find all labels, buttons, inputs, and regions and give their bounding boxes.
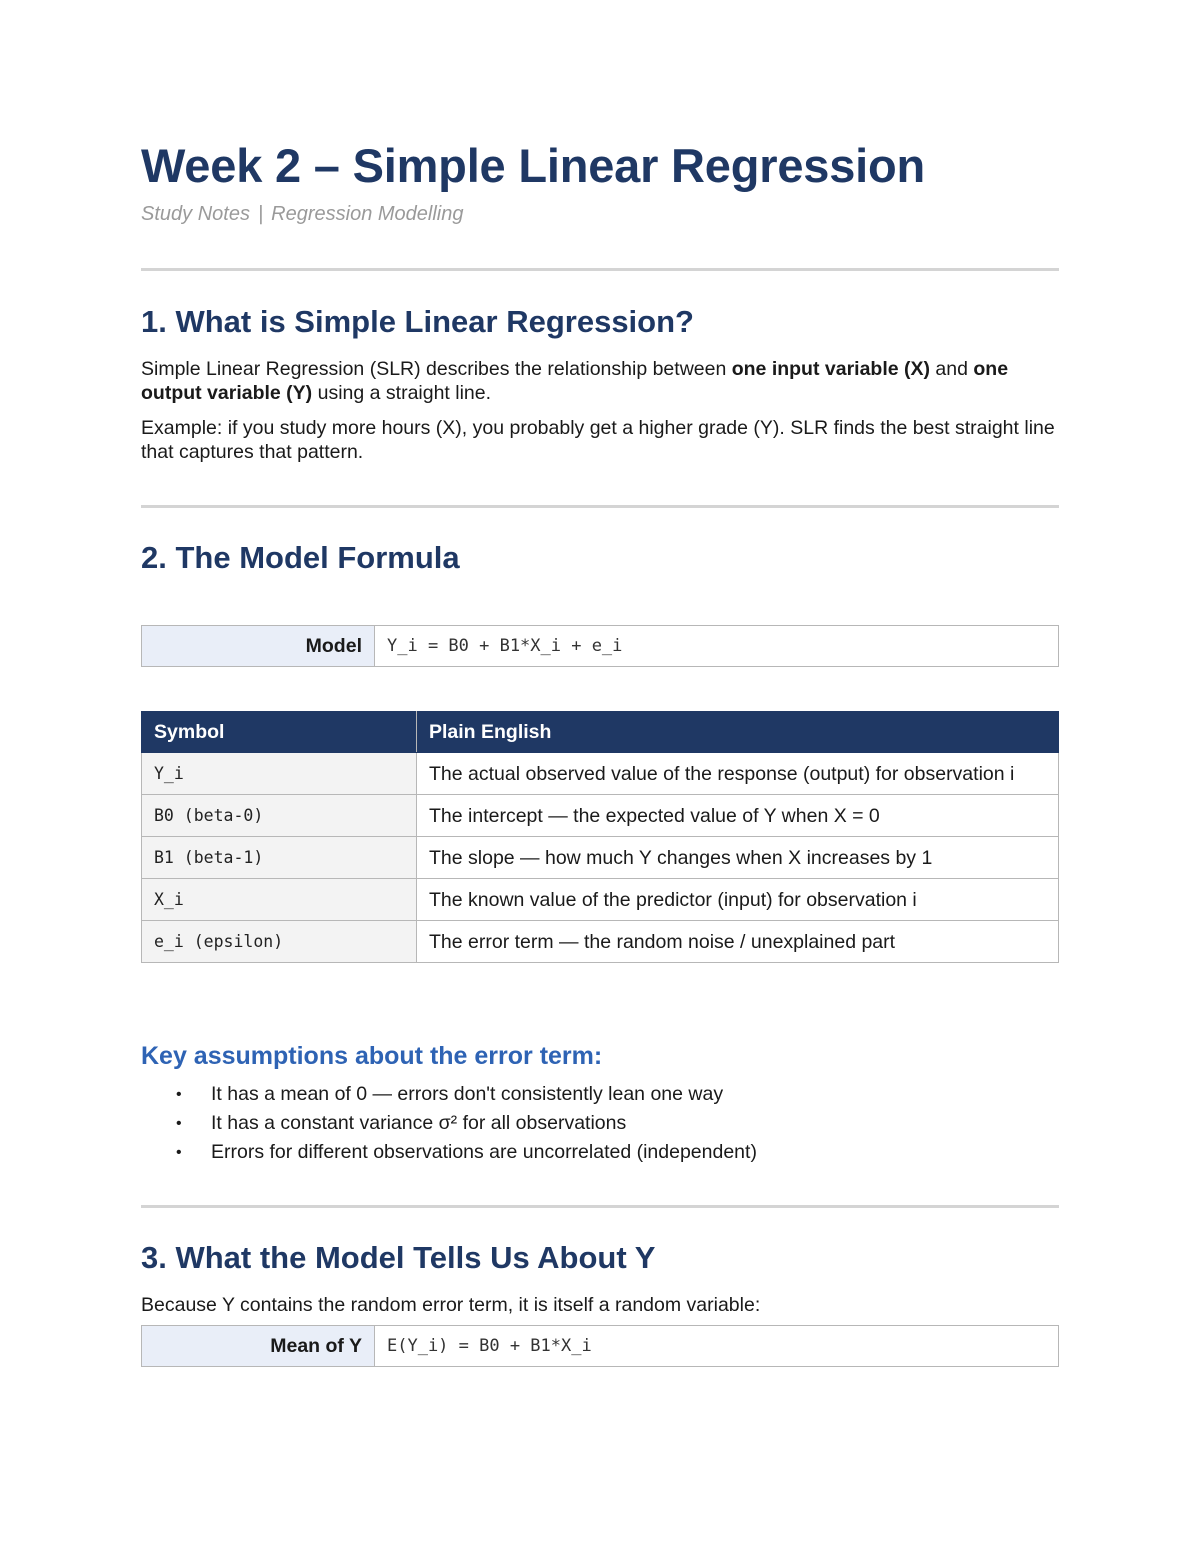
section-3-heading: 3. What the Model Tells Us About Y (141, 1240, 656, 1275)
p1-bold-input-variable: one input variable (X) (731, 358, 931, 380)
section-3-intro: Because Y contains the random error term, it is itself a random variable: (141, 1294, 761, 1316)
p1-bold-output-variable: one output variable (Y) (141, 358, 1009, 404)
assumption-text: Errors for different observations are uncorrelated (independent) (211, 1141, 757, 1163)
table-row (142, 837, 1059, 879)
meaning-cell: The error term — the random noise / unexplained part (417, 921, 1059, 963)
section-divider (141, 1205, 1059, 1208)
plain-english-column-header: Plain English (417, 712, 1059, 753)
symbol-cell: e_i (epsilon) (142, 921, 417, 963)
table-row (142, 753, 1059, 795)
list-item (141, 1109, 757, 1138)
section-2-heading: 2. The Model Formula (141, 540, 460, 575)
meaning-cell: The known value of the predictor (input) for observation i (417, 879, 1059, 921)
assumptions-list (141, 1080, 757, 1167)
subtitle-study-notes: Study Notes (141, 203, 250, 225)
meaning-cell: The actual observed value of the response (output) for observation i (417, 753, 1059, 795)
subtitle-course: Regression Modelling (271, 203, 464, 225)
mean-of-y-label: Mean of Y (142, 1326, 375, 1366)
p1-text-start: Simple Linear Regression (SLR) describes the relationship between (141, 358, 732, 380)
model-formula-box (141, 625, 1059, 667)
list-item (141, 1138, 757, 1167)
bullet-icon: • (176, 1086, 182, 1103)
assumption-text: It has a constant variance σ² for all observations (211, 1112, 627, 1134)
symbol-column-header: Symbol (142, 712, 417, 753)
section-1-heading: 1. What is Simple Linear Regression? (141, 304, 694, 339)
section-divider (141, 268, 1059, 271)
symbol-cell: Y_i (142, 753, 417, 795)
p1-text-end: using a straight line. (312, 382, 492, 404)
table-row (142, 921, 1059, 963)
mean-of-y-formula-box (141, 1325, 1059, 1367)
assumption-text: It has a mean of 0 — errors don't consistently lean one way (211, 1083, 724, 1105)
meaning-cell: The intercept — the expected value of Y when X = 0 (417, 795, 1059, 837)
document-subtitle (141, 203, 463, 226)
symbol-cell: B1 (beta-1) (142, 837, 417, 879)
section-1-paragraph-2: Example: if you study more hours (X), you probably get a higher grade (Y). SLR finds the best straight line that captures that pattern. (141, 417, 1055, 463)
symbol-table-header-row (142, 712, 1059, 753)
meaning-cell: The slope — how much Y changes when X increases by 1 (417, 837, 1059, 879)
symbol-cell: B0 (beta-0) (142, 795, 417, 837)
section-divider (141, 505, 1059, 508)
bullet-icon: • (176, 1144, 182, 1161)
section-1-paragraph-1 (141, 357, 1059, 405)
assumptions-heading: Key assumptions about the error term: (141, 1042, 603, 1070)
mean-of-y-formula-code: E(Y_i) = B0 + B1*X_i (387, 1336, 592, 1356)
subtitle-separator: | (257, 203, 264, 225)
document-title: Week 2 – Simple Linear Regression (141, 139, 926, 192)
list-item (141, 1080, 757, 1109)
table-row (142, 879, 1059, 921)
symbol-cell: X_i (142, 879, 417, 921)
p1-text-mid: and (930, 358, 974, 380)
model-formula-label: Model (142, 626, 375, 666)
symbol-table (141, 711, 1059, 963)
bullet-icon: • (176, 1115, 182, 1132)
table-row (142, 795, 1059, 837)
model-formula-code: Y_i = B0 + B1*X_i + e_i (387, 636, 623, 656)
